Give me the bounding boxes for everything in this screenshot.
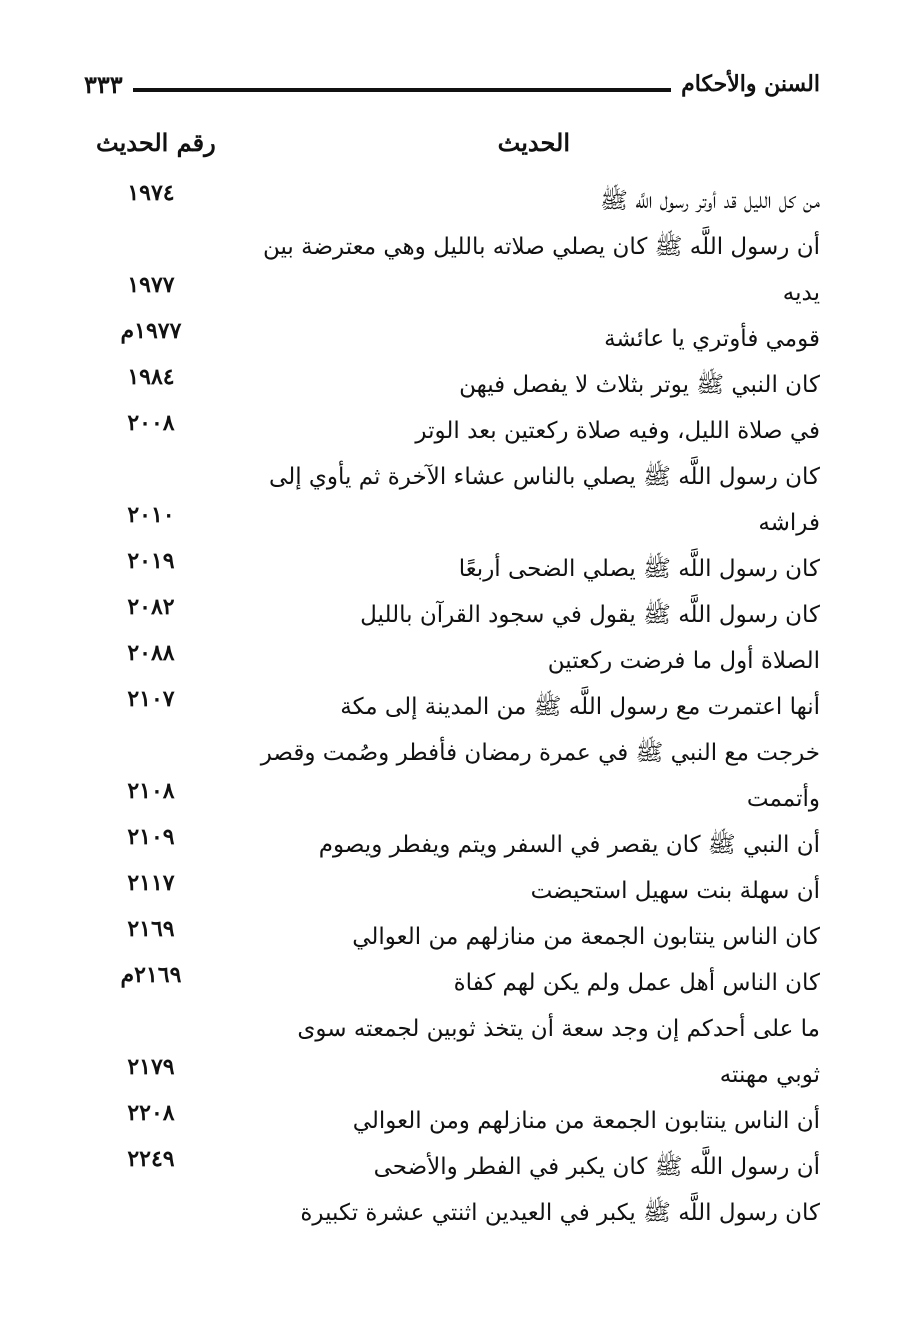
hadith-number: ١٩٧٧م bbox=[120, 318, 182, 344]
hadith-number: ٢٠٠٨ bbox=[127, 410, 175, 436]
hadith-text: كان الناس أهل عمل ولم يكن لهم كفاة bbox=[453, 970, 820, 996]
hadith-number: ٢١٠٧ bbox=[127, 686, 175, 712]
index-row bbox=[96, 178, 820, 224]
page-number: ٣٣٣ bbox=[84, 69, 123, 99]
hadith-text: كان رسول اللَّه ﷺ يصلي الضحى أربعًا bbox=[458, 556, 820, 582]
hadith-text: أن رسول اللَّه ﷺ كان يكبر في الفطر والأضحى bbox=[373, 1154, 820, 1180]
hadith-text: كان رسول اللَّه ﷺ يقول في سجود القرآن بالليل bbox=[360, 602, 820, 628]
hadith-text: كان النبي ﷺ يوتر بثلاث لا يفصل فيهن bbox=[459, 372, 820, 398]
index-row bbox=[96, 1144, 820, 1190]
column-headers bbox=[96, 128, 820, 168]
hadith-text: أن الناس ينتابون الجمعة من منازلهم ومن العوالي bbox=[352, 1108, 820, 1134]
hadith-number: ٢٠١٠ bbox=[127, 502, 175, 528]
index-row bbox=[96, 684, 820, 730]
column-header-number: رقم الحديث bbox=[96, 128, 216, 157]
hadith-number: ٢١٠٨ bbox=[127, 778, 175, 804]
hadith-number: ٢٠١٩ bbox=[127, 548, 175, 574]
hadith-text: كان رسول اللَّه ﷺ يصلي بالناس عشاء الآخرة ثم يأوي إلى فراشه bbox=[269, 464, 820, 536]
hadith-text: أن النبي ﷺ كان يقصر في السفر ويتم ويفطر ويصوم bbox=[318, 832, 820, 858]
index-row bbox=[96, 960, 820, 1006]
running-title: السنن والأحكام bbox=[681, 71, 820, 97]
hadith-number: ٢١٠٩ bbox=[127, 824, 175, 850]
hadith-number: ٢٢٤٩ bbox=[127, 1146, 175, 1172]
hadith-number: ١٩٧٤ bbox=[127, 180, 175, 206]
column-header-hadith: الحديث bbox=[497, 128, 570, 157]
index-row bbox=[96, 730, 820, 822]
hadith-text: أنها اعتمرت مع رسول اللَّه ﷺ من المدينة إلى مكة bbox=[340, 694, 820, 720]
index-row bbox=[96, 224, 820, 316]
hadith-number: ٢٢٠٨ bbox=[127, 1100, 175, 1126]
hadith-number: ١٩٨٤ bbox=[127, 364, 175, 390]
hadith-text: كان الناس ينتابون الجمعة من منازلهم من العوالي bbox=[352, 924, 820, 950]
hadith-text: أن سهلة بنت سهيل استحيضت bbox=[530, 878, 820, 904]
hadith-number: ٢١٧٩ bbox=[127, 1054, 175, 1080]
hadith-index bbox=[96, 178, 820, 1236]
hadith-number: ١٩٧٧ bbox=[127, 272, 175, 298]
hadith-text: الصلاة أول ما فرضت ركعتين bbox=[547, 648, 820, 674]
index-row bbox=[96, 454, 820, 546]
header-rule bbox=[133, 88, 671, 92]
index-row bbox=[96, 1006, 820, 1098]
hadith-text: أن رسول اللَّه ﷺ كان يصلي صلاته بالليل وهي معترضة بين يديه bbox=[262, 234, 820, 306]
hadith-number: ٢١٦٩ bbox=[127, 916, 175, 942]
hadith-number: ٢١٦٩م bbox=[120, 962, 182, 988]
hadith-text: ما على أحدكم إن وجد سعة أن يتخذ ثوبين لجمعته سوى ثوبي مهنته bbox=[297, 1016, 820, 1088]
hadith-text: في صلاة الليل، وفيه صلاة ركعتين بعد الوتر bbox=[415, 418, 820, 444]
index-row bbox=[96, 1190, 820, 1236]
hadith-number: ٢٠٨٨ bbox=[127, 640, 175, 666]
hadith-number: ٢١١٧ bbox=[127, 870, 175, 896]
hadith-text: قومي فأوتري يا عائشة bbox=[604, 326, 820, 352]
hadith-text: من كل الليل قد أوتر رسول اللَّه ﷺ bbox=[600, 188, 820, 214]
index-row bbox=[96, 408, 820, 454]
hadith-number: ٢٠٨٢ bbox=[127, 594, 175, 620]
hadith-text: كان رسول اللَّه ﷺ يكبر في العيدين اثنتي عشرة تكبيرة bbox=[300, 1200, 820, 1226]
page-header bbox=[84, 64, 820, 104]
hadith-text: خرجت مع النبي ﷺ في عمرة رمضان فأفطر وصُمت وقصر وأتممت bbox=[260, 740, 820, 812]
